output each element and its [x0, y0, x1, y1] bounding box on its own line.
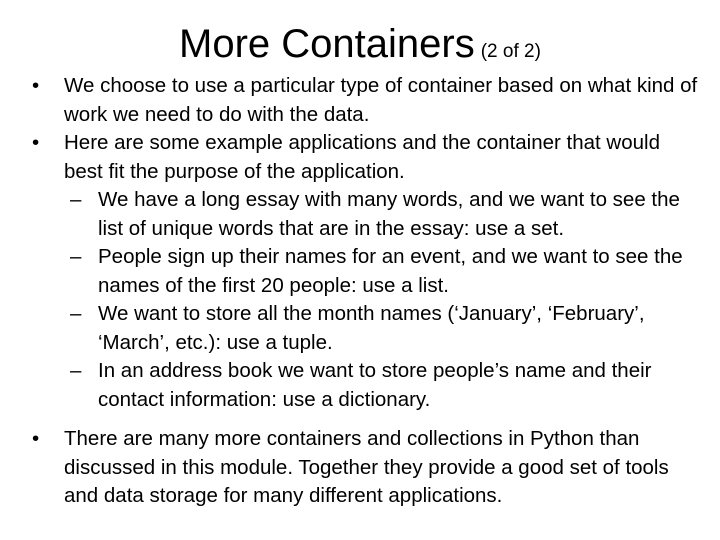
- bullet-spacer: [30, 414, 700, 425]
- sub-item-tuple: [64, 300, 700, 357]
- slide-title: [0, 18, 720, 79]
- sub-item-text: People sign up their names for an event, and we want to see the names of the first 20 people: use a list.: [98, 245, 683, 297]
- bullet-text: We choose to use a particular type of container based on what kind of work we need to do with the data.: [64, 74, 698, 126]
- bullet-list: [30, 72, 700, 511]
- bullet-text: There are many more containers and collections in Python than discussed in this module. Together they provide a good set of tools and data storage for many different applications.: [64, 427, 669, 507]
- dash-icon: –: [70, 245, 82, 268]
- sub-item-text: We want to store all the month names (‘January’, ‘February’, ‘March’, etc.): use a tuple.: [98, 302, 645, 354]
- bullet-text: Here are some example applications and the container that would best fit the purpose of the application.: [64, 131, 660, 183]
- title-suffix: (2 of 2): [480, 41, 541, 62]
- bullet-item-example-applications: [30, 129, 700, 414]
- bullet-item-container-choice: [30, 72, 700, 129]
- sub-item-text: We have a long essay with many words, and we want to see the list of unique words that are in the essay: use a set.: [98, 188, 680, 240]
- bullet-icon: •: [32, 131, 40, 154]
- sub-bullet-list: [64, 186, 700, 414]
- title-text: More Containers: [179, 22, 475, 66]
- bullet-icon: •: [32, 427, 40, 450]
- sub-item-set: [64, 186, 700, 243]
- dash-icon: –: [70, 302, 82, 325]
- dash-icon: –: [70, 188, 82, 211]
- sub-item-text: In an address book we want to store people’s name and their contact information: use a dictionary.: [98, 359, 652, 411]
- dash-icon: –: [70, 359, 82, 382]
- bullet-icon: •: [32, 74, 40, 97]
- bullet-item-more-containers: [30, 425, 700, 511]
- sub-item-list: [64, 243, 700, 300]
- sub-item-dictionary: [64, 357, 700, 414]
